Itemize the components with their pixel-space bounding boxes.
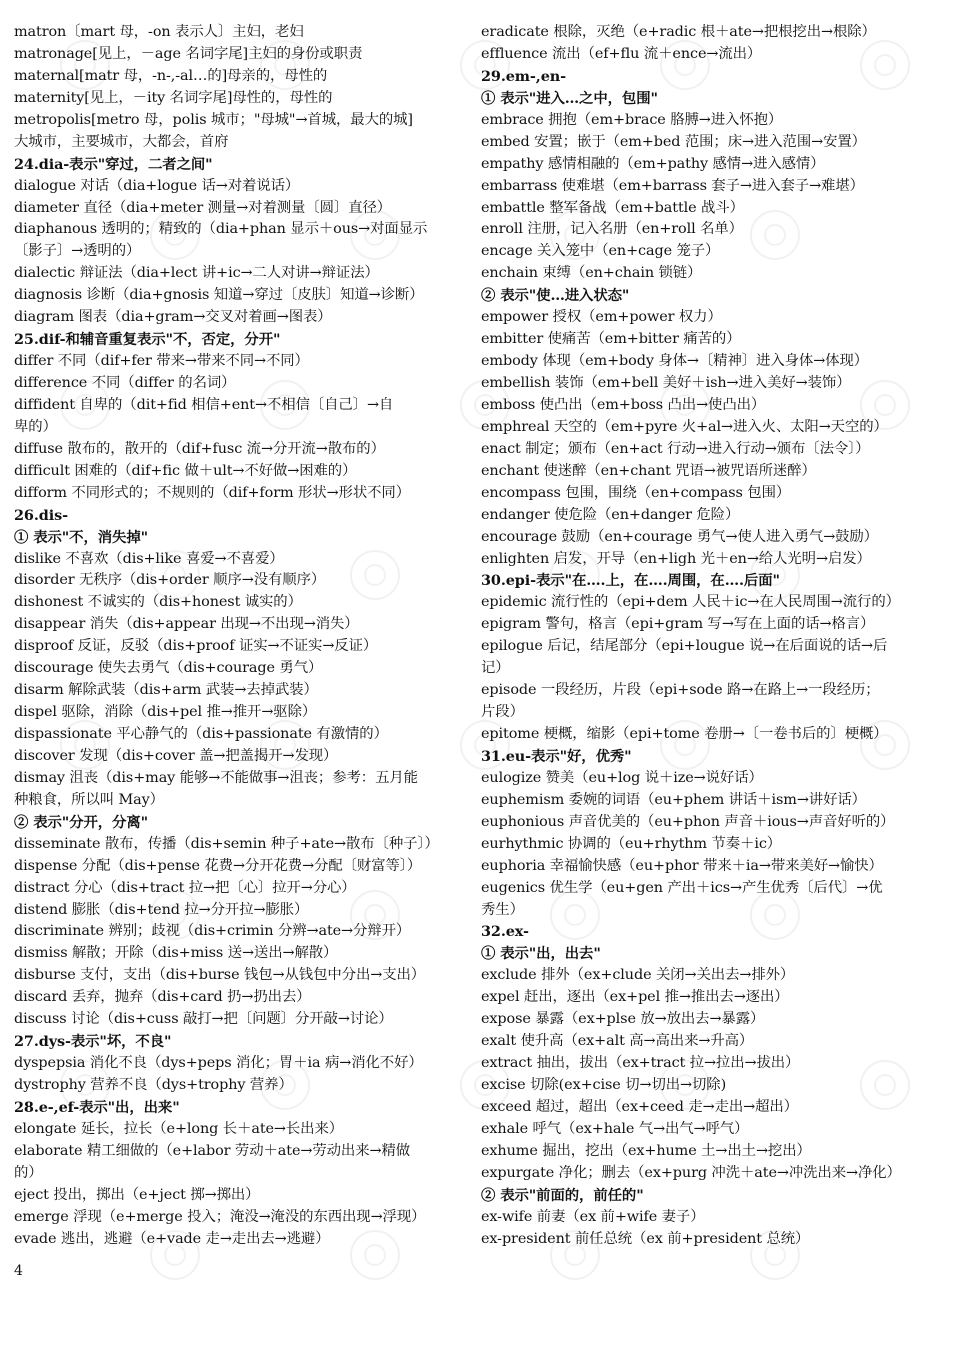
right-text-line: 秀生） — [481, 901, 524, 918]
right-text-line: exclude 排外（ex+clude 关闭→关出去→排外） — [481, 967, 795, 984]
right-text-line: exalt 使升高（ex+alt 高→高出来→升高） — [481, 1033, 754, 1050]
right-text-line: enchant 使迷醉（en+chant 咒语→被咒语所迷醉） — [481, 462, 816, 479]
left-text-line: difference 不同（differ 的名词） — [14, 375, 236, 391]
right-text-line: embarrass 使难堪（em+barrass 套子→进入套子→难堪） — [481, 177, 864, 194]
left-text-line: diameter 直径（dia+meter 测量→对着测量〔圆〕直径） — [14, 199, 392, 216]
left-text-line: dismay 沮丧（dis+may 能够→不能做事→沮丧；参考：五月能 — [14, 769, 418, 786]
left-text-line: maternity[见上，－ity 名词字尾]母性的，母性的 — [14, 89, 333, 106]
left-heading-line: 26.dis- — [14, 506, 68, 524]
left-text-line: discuss 讨论（dis+cuss 敲打→把〔问题〕分开敲→讨论） — [14, 1011, 393, 1028]
left-heading-line: ② 表示"分开，分离" — [14, 813, 149, 831]
right-text-line: eulogize 赞美（eu+log 说＋ize→说好话） — [481, 769, 763, 786]
right-heading-line: ① 表示"出，出去" — [481, 945, 601, 963]
left-text-line: discover 发现（dis+cover 盖→把盖揭开→发现） — [14, 747, 338, 764]
right-text-line: epigram 警句，格言（epi+gram 写→写在上面的话→格言） — [481, 616, 875, 633]
left-heading-line: 25.dif-和辅音重复表示"不，否定，分开" — [14, 331, 281, 349]
right-text-line: ex-wife 前妻（ex 前+wife 妻子） — [481, 1208, 705, 1225]
left-text-line: 卑的） — [14, 418, 57, 435]
left-text-line: distract 分心（dis+tract 拉→把〔心〕拉开→分心） — [14, 879, 356, 896]
left-text-line: discard 丢弃，抛弃（dis+card 扔→扔出去） — [14, 989, 311, 1006]
right-text-line: expose 暴露（ex+plse 放→放出去→暴露） — [481, 1011, 765, 1028]
right-text-line: excise 切除(ex+cise 切→切出→切除) — [481, 1077, 727, 1093]
right-text-line: effluence 流出（ef+flu 流＋ence→流出） — [481, 45, 762, 62]
right-text-line: ex-president 前任总统（ex 前+president 总统） — [481, 1230, 810, 1247]
right-text-line: encourage 鼓励（en+courage 勇气→使人进入勇气→鼓励） — [481, 528, 879, 545]
left-text-line: distend 膨胀（dis+tend 拉→分开拉→膨胀） — [14, 901, 309, 918]
left-text-line: 种粮食，所以叫 May） — [14, 791, 164, 808]
left-text-line: emerge 浮现（e+merge 投入；淹没→淹没的东西出现→浮现） — [14, 1208, 426, 1225]
left-text-line: dystrophy 营养不良（dys+trophy 营养） — [14, 1077, 293, 1093]
left-text-line: diagnosis 诊断（dia+gnosis 知道→穿过〔皮肤〕知道→诊断） — [14, 287, 424, 304]
right-text-line: 记） — [481, 660, 510, 677]
right-text-line: eurhythmic 协调的（eu+rhythm 节奏＋ic） — [481, 835, 782, 852]
right-text-line: enroll 注册，记入名册（en+roll 名单） — [481, 221, 743, 238]
right-text-line: euphemism 委婉的词语（eu+phem 讲话＋ism→讲好话） — [481, 791, 866, 808]
left-heading-line: 24.dia-表示"穿过，二者之间" — [14, 155, 213, 173]
left-text-line: differ 不同（dif+fer 带来→带来不同→不同） — [14, 353, 309, 370]
right-text-line: epidemic 流行性的（epi+dem 人民＋ic→在人民周围→流行的） — [481, 594, 900, 611]
right-heading-line: 29.em-,en- — [481, 67, 566, 85]
right-text-line: embitter 使痛苦（em+bitter 痛苦的） — [481, 331, 741, 348]
left-text-line: metropolis[metro 母，polis 城市；"母城"→首城，最大的城] — [14, 111, 413, 128]
right-heading-line: 31.eu-表示"好，优秀" — [481, 747, 632, 765]
left-heading-line: ① 表示"不，消失掉" — [14, 528, 149, 546]
right-text-line: embody 体现（em+body 身体→〔精神〕进入身体→体现） — [481, 353, 869, 370]
left-text-line: discriminate 辨别；歧视（dis+crimin 分辨→ate→分辩开） — [14, 923, 411, 940]
right-text-line: exhume 掘出，挖出（ex+hume 土→出土→挖出） — [481, 1142, 811, 1159]
right-text-line: euphonious 声音优美的（eu+phon 声音＋ious→声音好听的） — [481, 813, 895, 830]
left-text-line: matronage[见上，－age 名词字尾]主妇的身份或职责 — [14, 45, 363, 62]
right-text-line: eradicate 根除，灭绝（e+radic 根＋ate→把根挖出→根除） — [481, 24, 876, 40]
left-column — [14, 22, 474, 1251]
left-text-line: disarm 解除武装（dis+arm 武装→去掉武装） — [14, 682, 318, 699]
left-text-line: eject 投出，掷出（e+ject 掷→掷出） — [14, 1186, 260, 1203]
right-text-line: emboss 使凸出（em+boss 凸出→使凸出） — [481, 396, 766, 413]
right-column — [481, 22, 946, 1251]
right-heading-line: ① 表示"进入…之中，包围" — [481, 89, 658, 107]
right-text-line: embrace 拥抱（em+brace 胳膊→进入怀抱） — [481, 111, 783, 128]
left-text-line: elongate 延长，拉长（e+long 长＋ate→长出来） — [14, 1120, 344, 1137]
left-text-line: disburse 支付，支出（dis+burse 钱包→从钱包中分出→支出） — [14, 967, 426, 984]
right-text-line: eugenics 优生学（eu+gen 产出＋ics→产生优秀〔后代〕→优 — [481, 879, 883, 896]
right-text-line: empower 授权（em+power 权力） — [481, 309, 722, 326]
left-text-line: dismiss 解散；开除（dis+miss 送→送出→解散） — [14, 945, 338, 962]
left-text-line: disorder 无秩序（dis+order 顺序→没有顺序） — [14, 572, 326, 589]
right-text-line: enact 制定；颁布（en+act 行动→进入行动→颁布〔法令〕） — [481, 440, 870, 457]
left-text-line: 的） — [14, 1164, 43, 1181]
right-heading-line: 30.epi-表示"在….上，在….周围，在….后面" — [481, 572, 780, 590]
right-text-line: empathy 感情相融的（em+pathy 感情→进入感情） — [481, 155, 825, 172]
left-text-line: dislike 不喜欢（dis+like 喜爱→不喜爱） — [14, 550, 284, 567]
left-text-line: discourage 使失去勇气（dis+courage 勇气） — [14, 660, 323, 677]
left-text-line: dialectic 辩证法（dia+lect 讲+ic→二人对讲→辩证法） — [14, 265, 379, 282]
right-text-line: emphreal 天空的（em+pyre 火+al→进入火、太阳→天空的） — [481, 418, 888, 435]
left-text-line: matron〔mart 母，-on 表示人〕主妇，老妇 — [14, 24, 304, 40]
left-text-line: dispense 分配（dis+pense 花费→分开花费→分配〔财富等〕） — [14, 857, 422, 874]
right-text-line: encage 关入笼中（en+cage 笼子） — [481, 243, 720, 260]
right-text-line: extract 抽出，拔出（ex+tract 拉→拉出→拔出） — [481, 1055, 800, 1072]
right-text-line: endanger 使危险（en+danger 危险） — [481, 506, 740, 523]
right-text-line: enchain 束缚（en+chain 锁链） — [481, 265, 702, 282]
right-heading-line: ② 表示"使…进入状态" — [481, 287, 630, 305]
left-text-line: evade 逃出，逃避（e+vade 走→走出去→逃避） — [14, 1230, 330, 1247]
left-text-line: diaphanous 透明的；精致的（dia+phan 显示＋ous→对面显示 — [14, 221, 428, 238]
right-heading-line: ② 表示"前面的，前任的" — [481, 1186, 644, 1204]
right-heading-line: 32.ex- — [481, 923, 529, 941]
right-text-line: epilogue 后记，结尾部分（epi+lougue 说→在后面说的话→后 — [481, 638, 888, 655]
left-text-line: dishonest 不诚实的（dis+honest 诚实的） — [14, 594, 302, 611]
left-text-line: difform 不同形式的；不规则的（dif+form 形状→形状不同） — [14, 484, 411, 501]
left-text-line: elaborate 精工细做的（e+labor 劳动＋ate→劳动出来→精做 — [14, 1142, 411, 1159]
left-text-line: 〔影子〕→透明的） — [14, 243, 141, 260]
left-text-line: diagram 图表（dia+gram→交叉对着画→图表） — [14, 309, 332, 326]
left-text-line: 大城市，主要城市，大都会，首府 — [14, 133, 229, 150]
page-number: 4 — [14, 1263, 23, 1279]
right-text-line: encompass 包围，围绕（en+compass 包围） — [481, 484, 791, 501]
left-text-line: dyspepsia 消化不良（dys+peps 消化；胃＋ia 病→消化不好） — [14, 1055, 423, 1072]
right-text-line: embattle 整军备战（em+battle 战斗） — [481, 199, 744, 216]
right-text-line: expel 赶出，逐出（ex+pel 推→推出去→逐出） — [481, 989, 789, 1006]
right-text-line: exceed 超过，超出（ex+ceed 走→走出→超出） — [481, 1098, 798, 1115]
right-text-line: embed 安置；嵌于（em+bed 范围；床→进入范围→安置） — [481, 133, 866, 150]
left-text-line: dispel 驱除，消除（dis+pel 推→推开→驱除） — [14, 704, 317, 721]
right-text-line: 片段） — [481, 704, 524, 721]
right-text-line: expurgate 净化；删去（ex+purg 冲洗＋ate→冲洗出来→净化） — [481, 1164, 901, 1181]
right-text-line: exhale 呼气（ex+hale 气→出气→呼气） — [481, 1120, 749, 1137]
left-text-line: diffuse 散布的，散开的（dif+fusc 流→分开流→散布的） — [14, 440, 385, 457]
left-text-line: diffident 自卑的（dit+fid 相信+ent→不相信〔自己〕→自 — [14, 396, 394, 413]
right-text-line: episode 一段经历，片段（epi+sode 路→在路上→一段经历； — [481, 682, 880, 699]
left-text-line: dispassionate 平心静气的（dis+passionate 有激情的） — [14, 726, 388, 742]
left-text-line: difficult 困难的（dif+fic 做＋ult→不好做→困难的） — [14, 462, 357, 479]
left-text-line: maternal[matr 母，-n-,-al…的]母亲的，母性的 — [14, 67, 328, 84]
left-text-line: dialogue 对话（dia+logue 话→对着说话） — [14, 177, 300, 194]
right-text-line: embellish 装饰（em+bell 美好＋ish→进入美好→装饰） — [481, 375, 851, 391]
right-text-line: enlighten 启发，开导（en+ligh 光＋en→给人光明→启发） — [481, 550, 871, 567]
left-text-line: disappear 消失（dis+appear 出现→不出现→消失） — [14, 616, 359, 633]
left-heading-line: 28.e-,ef-表示"出，出来" — [14, 1098, 180, 1116]
left-text-line: disproof 反证，反驳（dis+proof 证实→不证实→反证） — [14, 638, 378, 655]
left-text-line: disseminate 散布，传播（dis+semin 种子+ate→散布〔种子〕） — [14, 835, 439, 852]
right-text-line: epitome 梗概，缩影（epi+tome 卷册→〔一卷书后的〕梗概） — [481, 726, 888, 742]
right-text-line: euphoria 幸福愉快感（eu+phor 带来＋ia→带来美好→愉快） — [481, 857, 883, 874]
left-heading-line: 27.dys-表示"坏，不良" — [14, 1033, 172, 1051]
